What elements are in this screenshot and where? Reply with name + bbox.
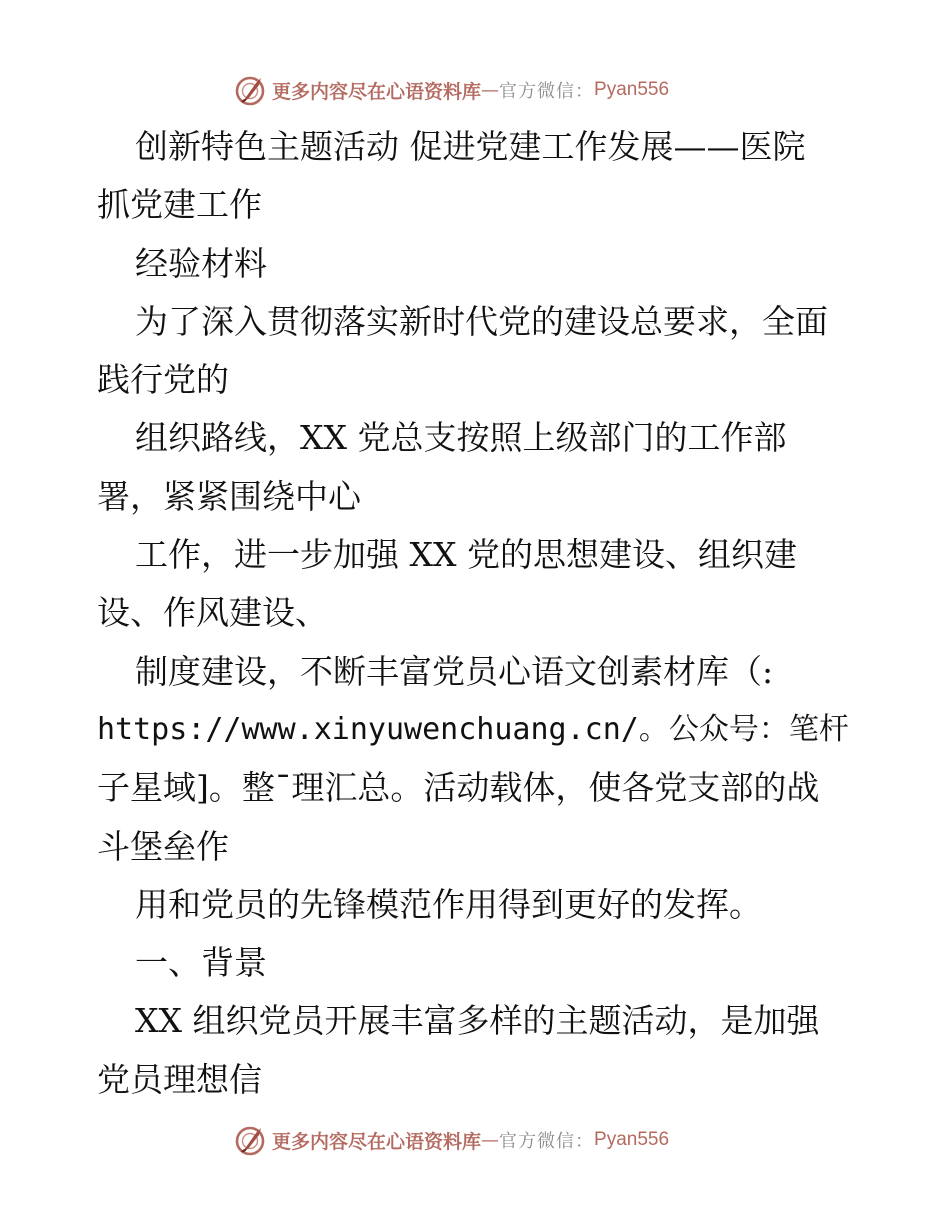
header-official-label: 官方微信： (499, 81, 595, 102)
header-account-id: Pyan556 (594, 79, 670, 100)
document-body (97, 118, 857, 1109)
brush-logo-icon (234, 1123, 268, 1157)
footer-watermark (0, 1120, 950, 1160)
header-watermark-row (234, 70, 669, 110)
paragraph-line: XX 组织党员开展丰富多样的主题活动，是加强 (135, 1001, 820, 1041)
title-line-2: 抓党建工作 (97, 185, 262, 225)
footer-watermark-row (234, 1120, 669, 1160)
paragraph-line: 践行党的 (97, 360, 229, 400)
url-line: https://www.xinyuwenchuang.cn/。公众号：笔杆 (97, 711, 849, 747)
paragraph-line: 子星域]。整¯理汇总。活动载体，使各党支部的战 (97, 768, 820, 808)
footer-account-id: Pyan556 (594, 1129, 670, 1150)
paragraph-line: 为了深入贯彻落实新时代党的建设总要求，全面 (135, 301, 828, 341)
paragraph-line: 斗堡垒作 (97, 826, 229, 866)
footer-official-label: 官方微信： (499, 1131, 595, 1152)
paragraph-line: 设、作风建设、 (97, 593, 328, 633)
header-watermark (0, 70, 950, 110)
paragraph-line: 党员理想信 (97, 1059, 262, 1099)
paragraph-line: 组织路线，XX 党总支按照上级部门的工作部 (135, 418, 787, 458)
header-dash: — (481, 79, 500, 101)
footer-dash: — (481, 1129, 500, 1151)
footer-promo-text: 更多内容尽在心语资料库 (272, 1130, 482, 1153)
brush-logo-icon (234, 73, 268, 107)
paragraph-line: 用和党员的先锋模范作用得到更好的发挥。 (135, 884, 762, 924)
paragraph-line: 制度建设，不断丰富党员心语文创素材库（: (135, 651, 774, 691)
header-promo-text: 更多内容尽在心语资料库 (272, 80, 482, 103)
paragraph-line: 署，紧紧围绕中心 (97, 476, 361, 516)
title-line-1: 创新特色主题活动 促进党建工作发展——医院 (135, 127, 806, 166)
subtitle-line: 经验材料 (135, 243, 267, 283)
paragraph-line: 工作，进一步加强 XX 党的思想建设、组织建 (135, 535, 797, 575)
section-heading: 一、背景 (135, 943, 267, 983)
